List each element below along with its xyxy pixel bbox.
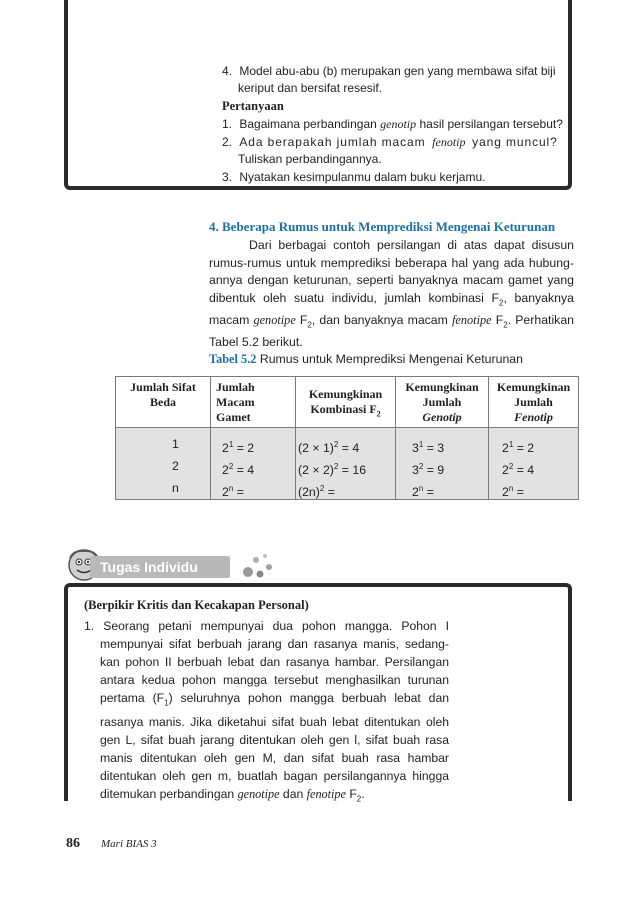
table-cell: $3^1 = 3$	[412, 440, 445, 456]
table-cell: $2^n$ =	[412, 484, 434, 500]
item-4: 4. Model abu-abu (b) merupakan gen yang membawa sifat biji	[222, 64, 556, 78]
table-cell: $3^2 = 9$	[412, 462, 445, 478]
table-cell: $2^n$ =	[502, 484, 524, 500]
pertanyaan-heading: Pertanyaan	[222, 99, 284, 113]
decorative-dots-icon	[242, 552, 274, 582]
header-jumlah-macam-gamet: Jumlah Macam Gamet	[216, 380, 255, 424]
header-jumlah-sifat-beda: Jumlah Sifat Beda	[130, 380, 196, 409]
section-paragraph: Dari berbagai contoh persilangan di atas dapat disusun rumus-rumus untuk memprediksi beberapa hal yang ada hubung-annya dengan keturunan, seperti banyaknya macam gamet yang dibentuk oleh suatu individu, jumlah kombinasi $F_2$, banyaknya macam genotipe $F_2$, dan banyaknya macam fenotipe $F_2$. Perhatikan Tabel 5.2 berikut.	[209, 238, 575, 349]
section-title: 4. Beberapa Rumus untuk Memprediksi Mengenai Keturunan	[209, 219, 556, 234]
table-cell: $(2 \times 1)^2 = 4$	[298, 440, 360, 456]
header-kombinasi-f2: Kemungkinan Kombinasi $F_2$	[308, 387, 383, 419]
question-1: 1. Bagaimana perbandingan genotip hasil persilangan tersebut?	[222, 117, 563, 131]
header-jumlah-genotip: Kemungkinan Jumlah Genotip	[405, 380, 479, 424]
book-title: Mari BIAS 3	[101, 838, 157, 850]
page-number: 86	[66, 836, 80, 851]
table-cell: $(2 \times 2)^2 = 16$	[298, 462, 367, 478]
question-3: 3. Nyatakan kesimpulanmu dalam buku kerjamu.	[222, 170, 486, 184]
tugas-question-1: 1. Seorang petani mempunyai dua pohon mangga. Pohon I mempunyai sifat berbuah jarang dan rasanya manis, sedang-kan pohon II berbuah lebat dan rasanya hambar. Persilangan antara kedua pohon mangga tersebut menghasilkan turunan pertama $(F_1)$ seluruhnya pohon mangga berbuah lebat dan rasanya manis. Jika diketahui sifat buah lebat ditentukan oleh gen L, sifat buah jarang ditentukan oleh gen l, sifat buah rasa manis ditentukan oleh gen M, dan sifat buah rasa hambar ditentukan oleh gen m, buatlah bagan persilangannya hingga ditemukan perbandingan genotipe dan fenotipe $F_2$.	[84, 619, 450, 804]
table-cell: $2^n$ =	[222, 484, 244, 500]
table-cell: $(2n)^2$ =	[298, 484, 335, 500]
item-4-cont: keriput dan bersifat resesif.	[238, 81, 383, 95]
table-cell: $2^1 = 2$	[222, 440, 255, 456]
question-2-cont: Tuliskan perbandingannya.	[238, 152, 382, 166]
table-cell: 1	[172, 437, 179, 451]
tugas-individu-banner: Tugas Individu	[90, 556, 230, 578]
table-cell: 2	[172, 459, 179, 473]
formula-table	[115, 376, 579, 500]
table-cell: $2^1 = 2$	[502, 440, 535, 456]
header-jumlah-fenotip: Kemungkinan Jumlah Fenotip	[496, 380, 571, 424]
table-cell: n	[172, 481, 179, 495]
table-caption: Tabel 5.2 Rumus untuk Memprediksi Mengenai Keturunan	[209, 352, 523, 366]
table-cell: $2^2 = 4$	[502, 462, 535, 478]
table-cell: $2^2 = 4$	[222, 462, 255, 478]
question-2: 2. Ada berapakah jumlah macam fenotip yang muncul?	[222, 135, 558, 149]
tugas-heading: (Berpikir Kritis dan Kecakapan Personal)	[84, 598, 309, 612]
